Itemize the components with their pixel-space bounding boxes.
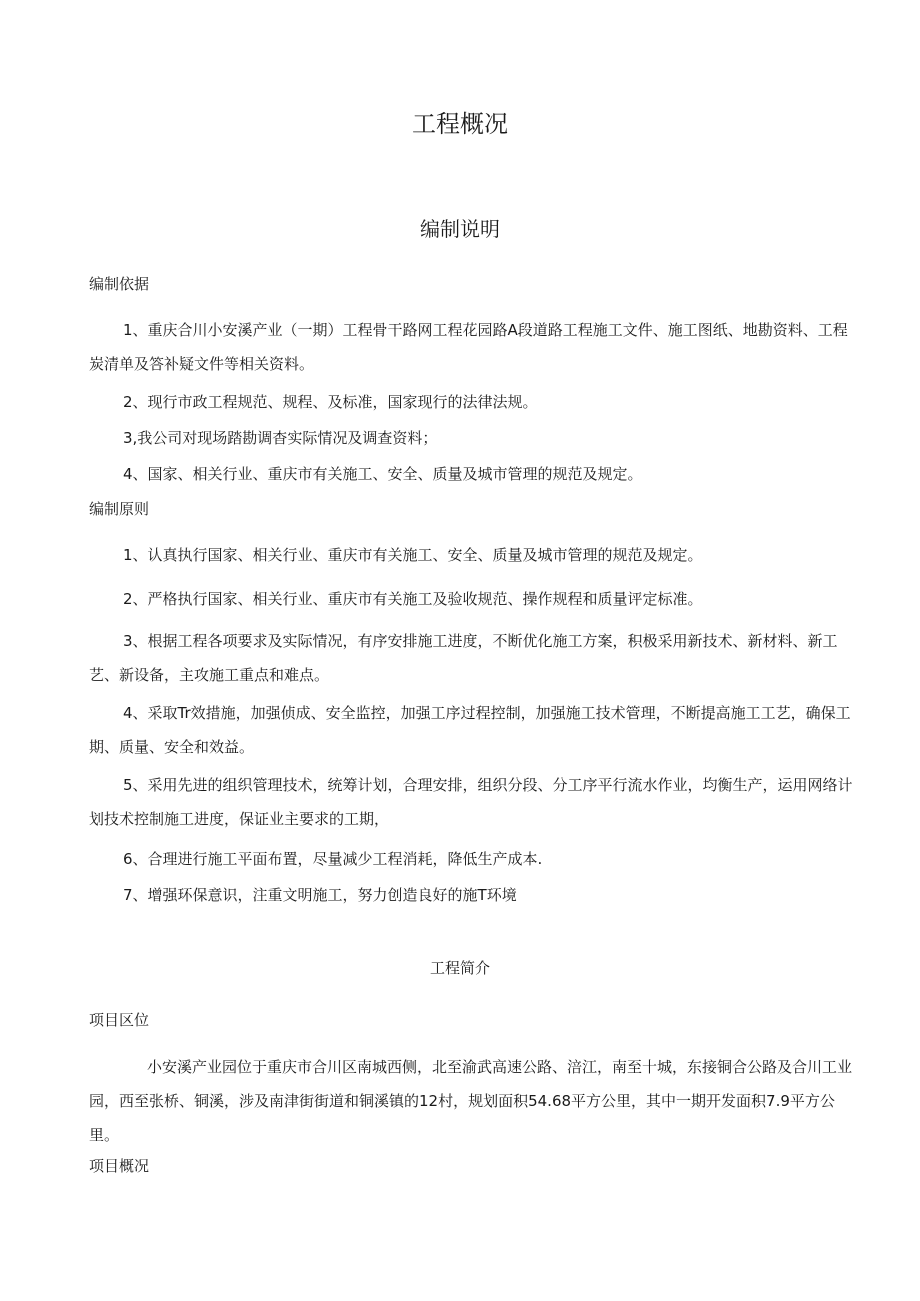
basis-item-4: 4、国家、相关行业、重庆市有关施工、安全、质量及城市管理的规范及规定。 [123,465,643,483]
principle-item-1: 1、认真执行国家、相关行业、重庆市有关施工、安全、质量及城市管理的规范及规定。 [123,546,703,564]
principle-item-7: 7、增强环保意识，注重文明施工，努力创造良好的施T环境 [123,886,517,904]
principle-item-5: 5、采用先进的组织管理技术，统筹计划，合理安排，组织分段、分工序平行流水作业，均衡生产，运用网络计划技术控制施工进度，保证业主要求的工期， [89,776,853,828]
section-title-compile: 编制说明 [420,217,500,241]
principle-item-6: 6、合理进行施工平面布置，尽量减少工程消耗，降低生产成本. [123,850,543,868]
heading-principles: 编制原则 [89,500,150,518]
basis-item-2: 2、现行市政工程规范、规程、及标准，国家现行的法律法规。 [123,393,538,411]
basis-item-3: 3,我公司对现场踏勘调杳实际情况及调查资料； [123,429,438,447]
heading-overview: 项目概况 [89,1157,150,1175]
heading-location: 项目区位 [89,1011,150,1029]
document-title: 工程概况 [412,110,508,138]
location-paragraph: 小安溪产业园位于重庆市合川区南城西侧，北至渝武高速公路、涪江，南至十城，东接铜合公路及合川工业园，西至张桥、铜溪，涉及南津街街道和铜溪镇的12村，规划面积54.68平方公里，其中一期开发面积7.9平方公里。 [89,1058,853,1144]
principle-item-2: 2、严格执行国家、相关行业、重庆市有关施工及验收规范、操作规程和质量评定标准。 [123,590,703,608]
basis-item-1: 1、重庆合川小安溪产业（一期）工程骨干路网工程花园路A段道路工程施工文件、施工图纸、地勘资料、工程炭清单及答补疑文件等相关资料。 [89,321,848,373]
principle-item-4: 4、采取Tr效措施，加强侦成、安全监控，加强工序过程控制，加强施工技术管理，不断提高施工工艺，确保工期、质量、安全和效益。 [89,704,851,756]
heading-basis: 编制依据 [89,275,150,293]
section-title-intro: 工程简介 [429,959,490,977]
principle-item-3: 3、根据工程各项要求及实际情况，有序安排施工进度，不断优化施工方案，积极采用新技术、新材料、新工艺、新设备，主攻施工重点和难点。 [89,632,838,684]
